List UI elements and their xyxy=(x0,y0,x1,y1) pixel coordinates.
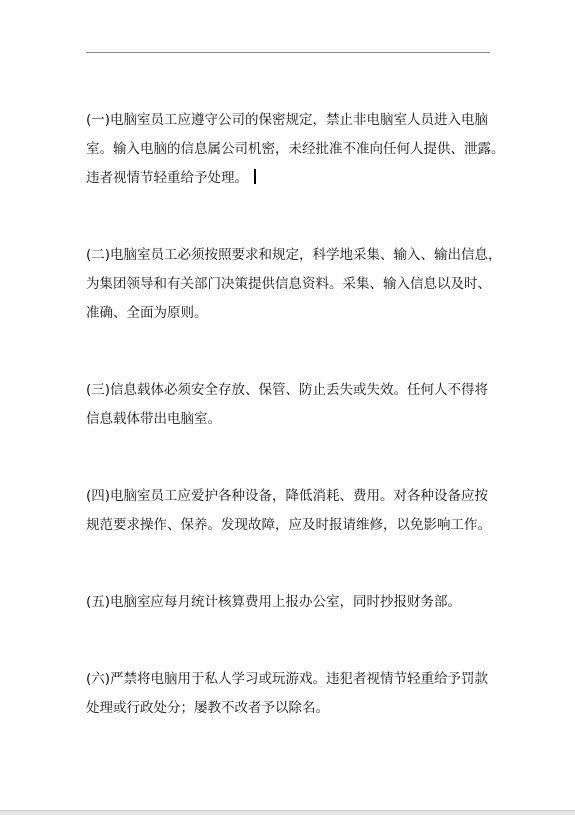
paragraph-3 xyxy=(86,376,496,434)
paragraph-3-line-2: 信息载体带出电脑室。 xyxy=(86,411,221,427)
text-cursor xyxy=(254,169,256,184)
paragraph-1-line-3 xyxy=(86,164,496,193)
paragraph-2-line-2: 为集团领导和有关部门决策提供信息资料。采集、输入信息以及时、 xyxy=(86,276,491,292)
page-bottom-edge xyxy=(0,810,575,815)
paragraph-2-line-1: (二)电脑室员工必须按照要求和规定，科学地采集、输入、输出信息， xyxy=(86,247,502,263)
paragraph-4-line-2: 规范要求操作、保养。发现故障，应及时报请维修，以免影响工作。 xyxy=(86,517,491,533)
paragraph-2-line-3: 准确、全面为原则。 xyxy=(86,305,208,321)
paragraph-4 xyxy=(86,482,496,540)
paragraph-5 xyxy=(86,588,496,617)
paragraph-6-line-1: (六)严禁将电脑用于私人学习或玩游戏。违犯者视情节轻重给予罚款 xyxy=(86,671,489,687)
paragraph-1-line-3-text: 违者视情节轻重给予处理。 xyxy=(86,170,248,186)
document-body[interactable] xyxy=(86,106,505,771)
paragraph-1 xyxy=(86,106,505,193)
paragraph-4-line-1: (四)电脑室员工应爱护各种设备，降低消耗、费用。对各种设备应按 xyxy=(86,488,489,504)
paragraph-6 xyxy=(86,665,496,723)
paragraph-6-line-2: 处理或行政处分；屡教不改者予以除名。 xyxy=(86,700,329,716)
paragraph-1-line-1: (一)电脑室员工应遵守公司的保密规定，禁止非电脑室人员进入电脑 xyxy=(86,112,489,128)
paragraph-2 xyxy=(86,241,502,328)
header-rule xyxy=(86,52,490,53)
paragraph-1-line-2: 室。输入电脑的信息属公司机密，未经批准不准向任何人提供、泄露。 xyxy=(86,141,505,157)
paragraph-5-line-1: (五)电脑室应每月统计核算费用上报办公室，同时抄报财务部。 xyxy=(86,594,462,610)
paragraph-3-line-1: (三)信息载体必须安全存放、保管、防止丢失或失效。任何人不得将 xyxy=(86,382,489,398)
